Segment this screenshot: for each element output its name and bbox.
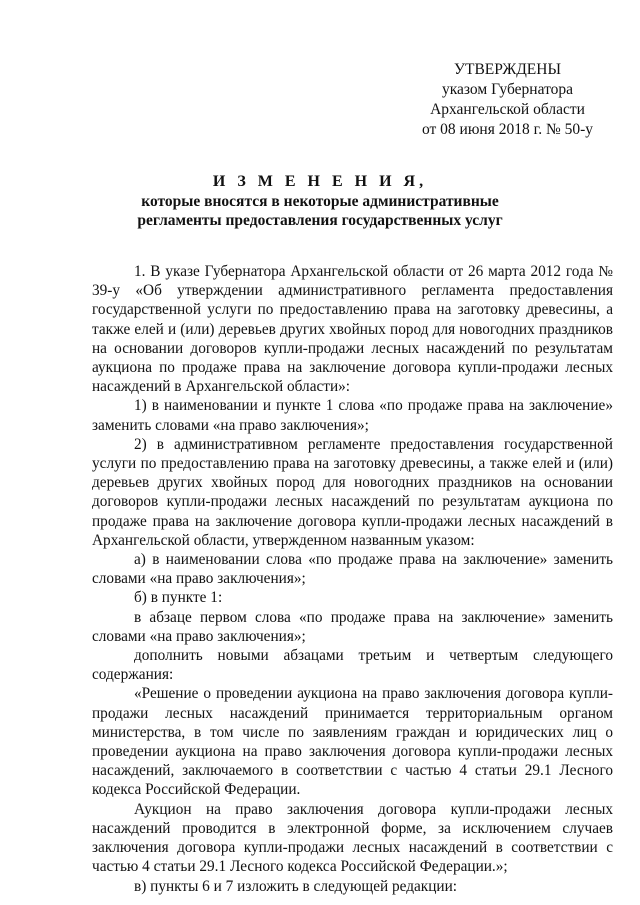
body-paragraph: в) пункты 6 и 7 изложить в следующей редакции: xyxy=(134,877,458,895)
document-title: И З М Е Н Е Н И Я, xyxy=(212,173,428,190)
body-paragraph: дополнить новыми абзацами третьим и четвертым следующего содержания: xyxy=(92,647,613,684)
body-paragraph: б) в пункте 1: xyxy=(134,589,223,607)
approval-issuer: указом Губернатора xyxy=(441,81,574,98)
document-heading xyxy=(92,172,548,231)
approval-stamp xyxy=(400,60,615,140)
body-paragraph: в абзаце первом слова «по продаже права на заключение» заменить словами «на право заключения»; xyxy=(92,608,613,645)
body-paragraph: а) в наименовании слова «по продаже права на заключение» заменить словами «на право заключения»; xyxy=(92,551,613,588)
document-subtitle-line1: которые вносятся в некоторые административные xyxy=(141,192,499,210)
approval-title: УТВЕРЖДЕНЫ xyxy=(454,61,561,78)
body-paragraph: 1) в наименовании и пункте 1 слова «по продаже права на заключение» заменить словами «на право заключения»; xyxy=(92,397,613,434)
document-body xyxy=(92,262,613,896)
body-paragraph: Аукцион на право заключения договора купли-продажи лесных насаждений проводится в электронной форме, за исключением случаев заключения договора купли-продажи лесных насаждений в соответствии с частью 4 статьи 29.1 Лесного кодекса Российской Федерации.»; xyxy=(92,800,613,876)
body-paragraph: «Решение о проведении аукциона на право заключения договора купли-продажи лесных насаждений принимается территориальным органом министерства, в том числе по заявлениям граждан и юридических лиц о проведении аукциона на право заключения договора купли-продажи лесных насаждений, заключаемого в соответствии с частью 4 статьи 29.1 Лесного кодекса Российской Федерации. xyxy=(92,685,613,799)
approval-date: от 08 июня 2018 г. № 50-у xyxy=(421,121,594,138)
body-paragraph: 2) в административном регламенте предоставления государственной услуги по предоставлению права на заготовку древесины, а также елей и (или) деревьев других хвойных пород для новогодних праздников на основании договоров купли-продажи лесных насаждений по результатам аукциона по продаже права на заключение договора купли-продажи лесных насаждений в Архангельской области, утвержденном названным указом: xyxy=(92,435,613,549)
body-paragraph: 1. В указе Губернатора Архангельской области от 26 марта 2012 года № 39-у «Об утверждении административного регламента предоставления государственной услуги по предоставлению права на заготовку древесины, а также елей и (или) деревьев других хвойных пород для новогодних праздников на основании договоров купли-продажи лесных насаждений по результатам аукциона по продаже права на заключение договора купли-продажи лесных насаждений в Архангельской области»: xyxy=(92,263,613,396)
approval-region: Архангельской области xyxy=(430,101,585,118)
document-subtitle-line2: регламенты предоставления государственных услуг xyxy=(137,212,503,229)
